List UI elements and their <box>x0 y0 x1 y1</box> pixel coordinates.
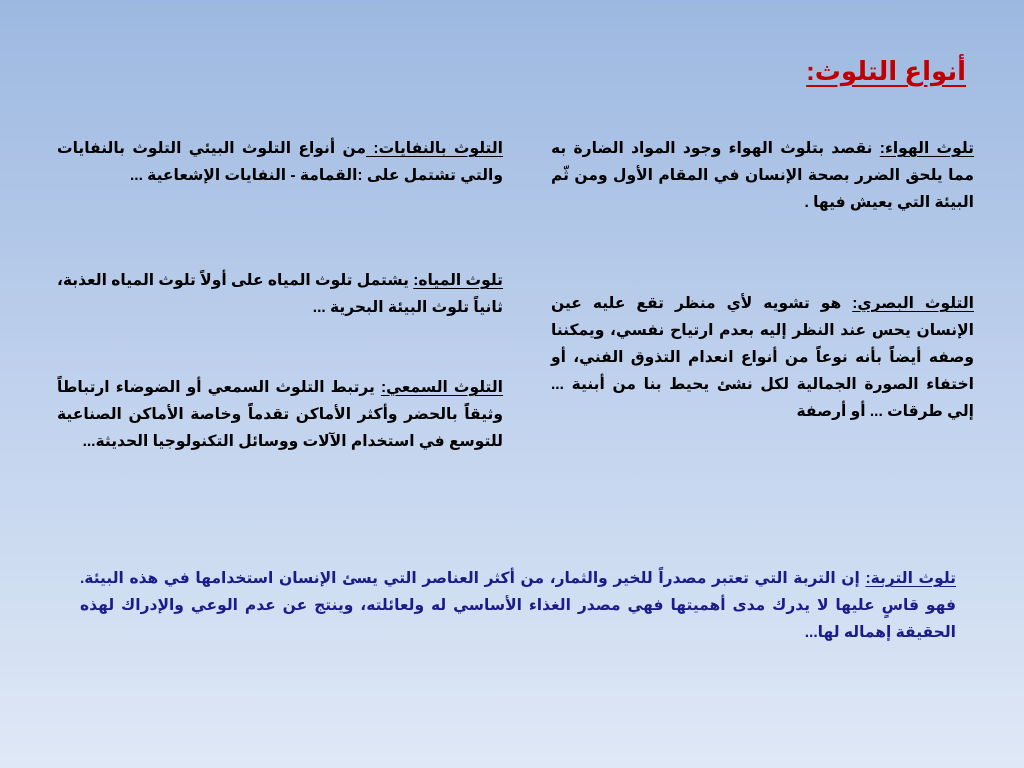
paragraph-air-pollution <box>551 135 974 216</box>
term-air-pollution: تلوث الهواء: <box>879 140 974 157</box>
term-waste-pollution: التلوث بالنفايات: <box>366 140 503 157</box>
term-water-pollution: تلوث المياه: <box>413 272 503 289</box>
text-visual-pollution: هو تشويه لأي منظر تقع عليه عين الإنسان يحس عند النظر إليه بعدم ارتياح نفسي، ويمكننا وصفه أيضاًً بأنه نوعاًً من أنواع انعدام التذوق الفني، أو اختفاء الصورة الجمالية لكل نشئ يحيط بنا من أبنية ... إلي طرقات ... أو أرصفة <box>551 295 974 420</box>
paragraph-waste-pollution <box>57 135 503 189</box>
slide-title: أنواع التلوث: <box>806 56 966 86</box>
paragraph-soil-pollution <box>80 565 956 646</box>
text-air-pollution: نقصد بتلوث الهواء وجود المواد الضارة به مما يلحق الضرر بصحة الإنسان في المقام الأول ومن ثّم البيئة التي يعيش فيها . <box>551 140 974 211</box>
text-soil-pollution: إن التربة التي تعتبر مصدراً للخير والثمار، من أكثر العناصر التي يسئ الإنسان استخدامها في هذه البيئة. فهو قاسٍ عليها لا يدرك مدى أهميتها فهي مصدر الغذاء الأساسي له ولعائلته، وينتج عن عدم الوعي والإدراك لهذه الحقيقة إهماله لها... <box>80 570 956 641</box>
paragraph-noise-pollution <box>57 374 503 455</box>
text-waste-pollution: من أنواع التلوث البيئي التلوث بالنفايات والتي تشتمل على :القمامة - النفايات الإشعاعية ... <box>57 140 503 184</box>
text-noise-pollution: يرتبط التلوث السمعي أو الضوضاء ارتباطاً وثيقاًً بالحضر وأكثر الأماكن تقدماًً وخاصة الأماكن الصناعية للتوسع في استخدام الآلات ووسائل التكنولوجيا الحديثة... <box>57 379 503 450</box>
term-soil-pollution: تلوث التربة: <box>865 570 956 587</box>
term-noise-pollution: التلوث السمعي: <box>380 379 503 396</box>
paragraph-water-pollution <box>57 267 503 321</box>
term-visual-pollution: التلوث البصري: <box>852 295 974 312</box>
paragraph-visual-pollution <box>551 290 974 425</box>
text-water-pollution: يشتمل تلوث المياه على أولاً تلوث المياه العذبة، ثانياً تلوث البيئة البحرية ... <box>57 272 503 316</box>
